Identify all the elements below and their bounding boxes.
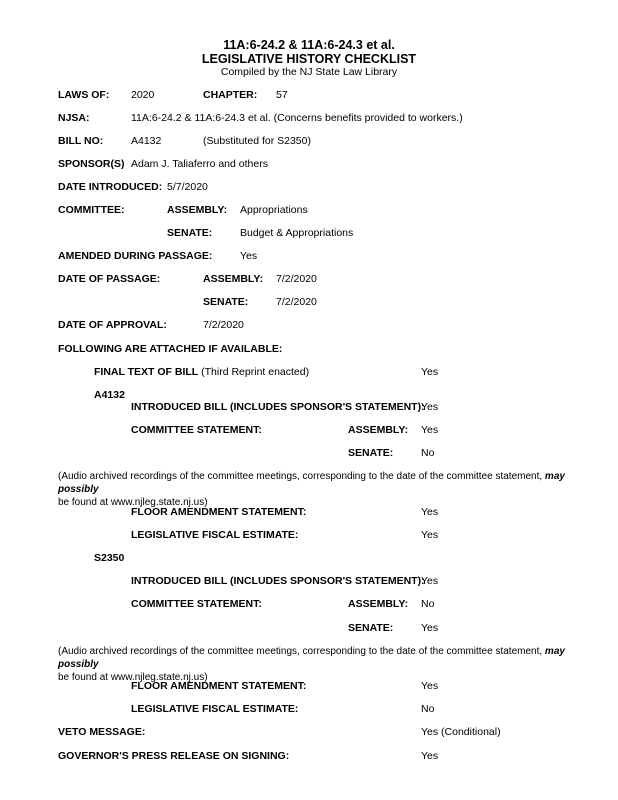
date-of-approval-label: DATE OF APPROVAL: [58,319,167,331]
a4132-senate-label: SENATE: [348,447,394,459]
passage-assembly-label: ASSEMBLY: [203,273,264,285]
s2350-label: S2350 [94,552,125,564]
a4132-audio-note: (Audio archived recordings of the committee meetings, corresponding to the date of the committee statement, may possibly be found at www.njleg.state.nj.us) [58,471,565,508]
final-text-value: Yes [421,366,439,378]
s2350-introduced-label: INTRODUCED BILL (INCLUDES SPONSOR'S STATEMENT): [131,575,425,587]
committee-senate-label: SENATE: [167,227,213,239]
a4132-senate-value: No [421,447,435,459]
committee-label: COMMITTEE: [58,204,125,216]
date-introduced-label: DATE INTRODUCED: [58,181,163,193]
s2350-committee-label: COMMITTEE STATEMENT: [131,598,262,610]
s2350-assembly-label: ASSEMBLY: [348,598,409,610]
s2350-floor-value: Yes [421,680,439,692]
passage-senate-value: 7/2/2020 [276,296,317,308]
s2350-introduced-value: Yes [421,575,439,587]
a4132-assembly-value: Yes [421,424,439,436]
passage-senate-label: SENATE: [203,296,249,308]
passage-assembly-value: 7/2/2020 [276,273,317,285]
compiled-by: Compiled by the NJ State Law Library [220,66,398,78]
amended-value: Yes [240,250,258,262]
chapter-label: CHAPTER: [203,89,258,101]
laws-of-value: 2020 [131,89,155,101]
s2350-assembly-value: No [421,598,435,610]
a4132-floor-label: FLOOR AMENDMENT STATEMENT: [131,506,307,518]
njsa-label: NJSA: [58,112,90,124]
committee-assembly-value: Appropriations [240,204,308,216]
s2350-audio-note: (Audio archived recordings of the committee meetings, corresponding to the date of the committee statement, may possibly be found at www.njleg.state.nj.us) [58,646,565,683]
a4132-introduced-value: Yes [421,401,439,413]
chapter-value: 57 [276,89,288,101]
bill-no-label: BILL NO: [58,135,104,147]
a4132-committee-label: COMMITTEE STATEMENT: [131,424,262,436]
a4132-fiscal-label: LEGISLATIVE FISCAL ESTIMATE: [131,529,299,541]
a4132-introduced-label: INTRODUCED BILL (INCLUDES SPONSOR'S STATEMENT): [131,401,425,413]
amended-label: AMENDED DURING PASSAGE: [58,250,213,262]
s2350-fiscal-value: No [421,703,435,715]
final-text-label: FINAL TEXT OF BILL [94,366,199,378]
document-title: 11A:6-24.2 & 11A:6-24.3 et al. [223,38,395,52]
attached-heading: FOLLOWING ARE ATTACHED IF AVAILABLE: [58,343,283,355]
a4132-floor-value: Yes [421,506,439,518]
bill-no-note: (Substituted for S2350) [203,135,311,147]
committee-senate-value: Budget & Appropriations [240,227,354,239]
date-of-approval-value: 7/2/2020 [203,319,244,331]
s2350-senate-value: Yes [421,622,439,634]
s2350-fiscal-label: LEGISLATIVE FISCAL ESTIMATE: [131,703,299,715]
press-release-value: Yes [421,750,439,762]
s2350-senate-label: SENATE: [348,622,394,634]
s2350-floor-label: FLOOR AMENDMENT STATEMENT: [131,680,307,692]
press-release-label: GOVERNOR'S PRESS RELEASE ON SIGNING: [58,750,290,762]
a4132-label: A4132 [94,389,125,401]
a4132-assembly-label: ASSEMBLY: [348,424,409,436]
document-subtitle: LEGISLATIVE HISTORY CHECKLIST [201,52,417,66]
sponsors-value: Adam J. Taliaferro and others [131,158,268,170]
committee-assembly-label: ASSEMBLY: [167,204,228,216]
final-text-note: (Third Reprint enacted) [201,366,310,378]
date-of-passage-label: DATE OF PASSAGE: [58,273,161,285]
laws-of-label: LAWS OF: [58,89,110,101]
final-text-row [94,366,309,379]
veto-label: VETO MESSAGE: [58,726,146,738]
veto-value: Yes (Conditional) [421,726,501,738]
bill-no-value: A4132 [131,135,162,147]
njsa-value: 11A:6-24.2 & 11A:6-24.3 et al. (Concerns benefits provided to workers.) [131,112,463,124]
date-introduced-value: 5/7/2020 [167,181,208,193]
a4132-fiscal-value: Yes [421,529,439,541]
sponsors-label: SPONSOR(S) [58,158,125,170]
